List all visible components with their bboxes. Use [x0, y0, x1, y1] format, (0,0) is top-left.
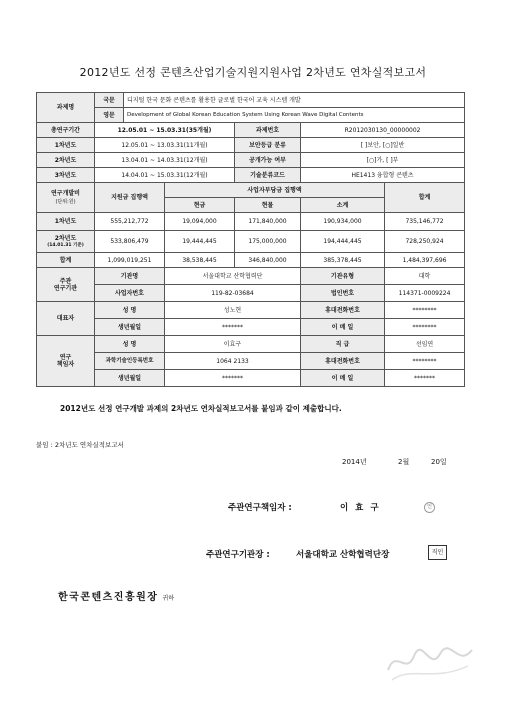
funds-row-label: 1차년도	[37, 213, 95, 231]
watermark-logo	[382, 636, 478, 686]
total-period-label: 총연구기간	[37, 123, 95, 138]
org-label: 주관 연구기관	[37, 268, 95, 302]
official-stamp: 직인	[428, 545, 447, 560]
rep-name: 성노현	[165, 302, 301, 319]
org-type: 대학	[385, 268, 465, 285]
lead-email-label: 이 메 일	[301, 370, 385, 387]
lead-birth: *******	[165, 370, 301, 387]
public-value: [○]가, [ ]부	[301, 153, 465, 168]
recipient	[58, 588, 174, 603]
task-no-value: R2012030130_00000002	[301, 123, 465, 138]
lead-label: 연구 책임자	[37, 336, 95, 387]
funds-inkind: 175,000,000	[235, 231, 301, 253]
funds-row-label: 합계	[37, 253, 95, 268]
date-month: 2월	[398, 458, 410, 466]
funds-cash: 19,094,000	[165, 213, 235, 231]
funds-subtotal: 385,378,445	[301, 253, 385, 268]
org-name-label: 기관명	[95, 268, 165, 285]
funds-gov: 1,099,019,251	[95, 253, 165, 268]
funds-total: 1,484,397,696	[385, 253, 465, 268]
corpno-value: 114371-0009224	[385, 285, 465, 302]
tech-label: 기술분류코드	[235, 168, 301, 183]
rep-phone: ********	[385, 302, 465, 319]
y3-period: 14.04.01 ~ 15.03.31(12개월)	[95, 168, 235, 183]
kor-label: 국문	[95, 93, 124, 108]
lead-phone: ********	[385, 353, 465, 370]
rep-phone-label: 휴대전화번호	[301, 302, 385, 319]
document-title: 2012년도 선정 콘텐츠산업기술지원지원사업 2차년도 연차실적보고서	[79, 66, 427, 79]
lead-name: 이효구	[165, 336, 301, 353]
total-header: 합계	[385, 183, 465, 213]
report-table	[36, 92, 465, 387]
attachment-note: 붙임 : 2차년도 연차실적보고서	[36, 441, 124, 449]
funds-subtotal: 194,444,445	[301, 231, 385, 253]
bizno-value: 119-82-03684	[165, 285, 301, 302]
submission-statement: 2012년도 선정 연구개발 과제의 2차년도 연차실적보고서를 붙임과 같이 제출합니다.	[60, 404, 342, 413]
tech-value: HE1413 융합형 콘텐츠	[301, 168, 465, 183]
task-no-label: 과제번호	[235, 123, 301, 138]
security-label: 보안등급 분류	[235, 138, 301, 153]
lead-position: 선임연	[385, 336, 465, 353]
y2-label: 2차년도	[37, 153, 95, 168]
lead-sign-label: 주관연구책임자 :	[228, 503, 292, 513]
funds-inkind: 346,840,000	[235, 253, 301, 268]
lead-position-label: 직 급	[301, 336, 385, 353]
date-year: 2014년	[342, 458, 367, 466]
funds-total: 735,146,772	[385, 213, 465, 231]
head-sign-label: 주관연구기관장 :	[206, 550, 270, 560]
funds-inkind: 171,840,000	[235, 213, 301, 231]
project-label: 과제명	[37, 93, 95, 123]
org-type-label: 기관유형	[301, 268, 385, 285]
funds-gov: 533,806,479	[95, 231, 165, 253]
y1-label: 1차년도	[37, 138, 95, 153]
inkind-header: 현물	[235, 198, 301, 213]
lead-sign-name: 이 효 구	[340, 503, 381, 513]
funds-gov: 555,212,772	[95, 213, 165, 231]
subtotal-header: 소계	[301, 198, 385, 213]
funds-total: 728,250,924	[385, 231, 465, 253]
total-period-value: 12.05.01 ~ 15.03.31(35개월)	[95, 123, 235, 138]
rep-birth: *******	[165, 319, 301, 336]
funds-row-sub: (14.01.31 기준)	[47, 242, 84, 248]
funds-header	[37, 183, 95, 213]
rep-name-label: 성 명	[95, 302, 165, 319]
funds-unit: (단위:원)	[55, 198, 76, 205]
recipient-suffix: 귀하	[162, 595, 175, 602]
funds-row-label: 2차년도	[54, 234, 77, 242]
y2-period: 13.04.01 ~ 14.03.31(12개월)	[95, 153, 235, 168]
lead-name-label: 성 명	[95, 336, 165, 353]
cash-header: 현금	[165, 198, 235, 213]
security-value: [ ]보안, [○]일반	[301, 138, 465, 153]
funds-row-label-2	[37, 231, 95, 253]
private-header: 사업자부담금 집행액	[165, 183, 385, 198]
recipient-name: 한국콘텐츠진흥원장	[58, 592, 159, 603]
project-eng-title: Development of Global Korean Education System Using Korean Wave Digital Contents	[124, 108, 465, 123]
funds-cash: 19,444,445	[165, 231, 235, 253]
date-day: 20일	[431, 458, 447, 466]
lead-birth-label: 생년월일	[95, 370, 165, 387]
funds-subtotal: 190,934,000	[301, 213, 385, 231]
public-label: 공개가능 여부	[235, 153, 301, 168]
rep-email-label: 이 메 일	[301, 319, 385, 336]
y3-label: 3차년도	[37, 168, 95, 183]
lead-email: *******	[385, 370, 465, 387]
y1-period: 12.05.01 ~ 13.03.31(11개월)	[95, 138, 235, 153]
lead-phone-label: 휴대전화번호	[301, 353, 385, 370]
head-sign-name: 서울대학교 산학협력단장	[296, 550, 390, 560]
org-name: 서울대학교 산학협력단	[165, 268, 301, 285]
seal-mark: 인	[424, 502, 435, 513]
gov-header: 지원금 집행액	[95, 183, 165, 213]
rep-birth-label: 생년월일	[95, 319, 165, 336]
rep-email: ********	[385, 319, 465, 336]
eng-label: 영문	[95, 108, 124, 123]
funds-cash: 38,538,445	[165, 253, 235, 268]
project-kor-title: 디지털 한국 문화 콘텐츠를 활용한 글로벌 한국어 교육 시스템 개발	[124, 93, 465, 108]
corpno-label: 법인번호	[301, 285, 385, 302]
bizno-label: 사업자번호	[95, 285, 165, 302]
rep-label: 대표자	[37, 302, 95, 336]
funds-label: 연구개발비	[51, 189, 80, 197]
lead-reg-label: 과학기술인등록번호	[95, 353, 165, 370]
lead-reg: 1064 2133	[165, 353, 301, 370]
